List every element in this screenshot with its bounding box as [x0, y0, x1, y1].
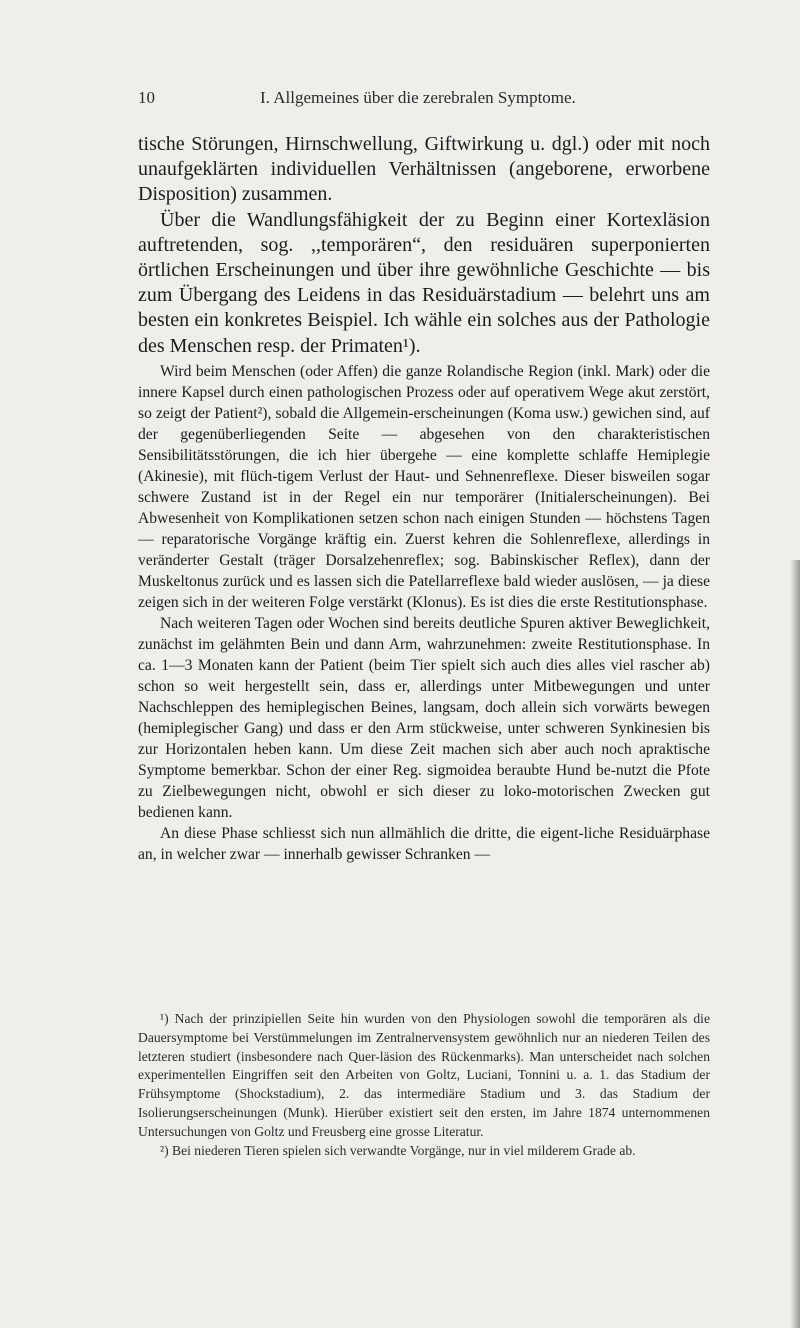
- page-edge-shadow: [790, 560, 800, 1328]
- main-text-large: [138, 132, 710, 359]
- running-title: I. Allgemeines über die zerebralen Symptome.: [260, 88, 576, 107]
- page-number: 10: [138, 88, 155, 107]
- paragraph: An diese Phase schliesst sich nun allmählich die dritte, die eigent-liche Residuärphase an, in welcher zwar — innerhalb gewisser Schranken —: [138, 825, 710, 863]
- footnotes: [138, 1010, 710, 1160]
- paragraph: Wird beim Menschen (oder Affen) die ganze Rolandische Region (inkl. Mark) oder die innere Kapsel durch einen pathologischen Prozess oder auf operativem Wege akut zerstört, so zeigt der Patient²), sobald die Allgemein-erscheinungen (Koma usw.) gewichen sind, auf der gegenüberliegenden Seite — abgesehen von den charakteristischen Sensibilitätsstörungen, die ich hier übergehe — eine komplette schlaffe Hemiplegie (Akinesie), mit flüch-tigem Verlust der Haut- und Sehnenreflexe. Dieser bisweilen sogar schwere Zustand ist in der Regel ein nur temporärer (Initialerscheinungen). Bei Abwesenheit von Komplikationen setzen schon nach einigen Stunden — höchstens Tagen — reparatorische Vorgänge kräftig ein. Zuerst kehren die Sohlenreflexe, allerdings in veränderter Gestalt (träger Dorsalzehenreflex; sog. Babinskischer Reflex), dann der Muskeltonus zurück und es lassen sich die Patellarreflexe bald wieder auslösen, — ja diese zeigen sich in der weiteren Folge verstärkt (Klonus). Es ist dies die erste Restitutionsphase.: [138, 363, 710, 611]
- footnote: ²) Bei niederen Tieren spielen sich verwandte Vorgänge, nur in viel milderem Grade ab.: [160, 1142, 636, 1158]
- paragraph: Nach weiteren Tagen oder Wochen sind bereits deutliche Spuren aktiver Beweglichkeit, zunächst im gelähmten Bein und dann Arm, wahrzunehmen: zweite Restitutionsphase. In ca. 1—3 Monaten kann der Patient (beim Tier spielt sich auch dies alles viel rascher ab) schon so weit hergestellt sein, dass er, allerdings unter Mitbewegungen und unter Nachschleppen des hemiplegischen Beines, langsam, doch allein sich vorwärts bewegen (hemiplegischer Gang) und dass er den Arm stückweise, unter schweren Synkinesien bis zur Horizontalen heben kann. Um diese Zeit machen sich aber auch noch apraktische Symptome bemerkbar. Schon der einer Reg. sigmoidea beraubte Hund be-nutzt die Pfote zu Zielbewegungen nicht, obwohl er sich dieser zu loko-motorischen Zwecken gut bedienen kann.: [138, 615, 710, 821]
- paragraph: tische Störungen, Hirnschwellung, Giftwirkung u. dgl.) oder mit noch unaufgeklärten individuellen Verhältnissen (angeborene, erworbene Disposition) zusammen.: [138, 133, 710, 206]
- main-text-small: [138, 361, 710, 865]
- footnote: ¹) Nach der prinzipiellen Seite hin wurden von den Physiologen sowohl die temporären als die Dauersymptome bei Verstümmelungen im Zentralnervensystem gewöhnlich nur an niederen Teilen des letzteren studiert (insbesondere nach Quer-läsion des Rückenmarks). Man unterscheidet nach solchen experimentellen Eingriffen seit den Arbeiten von Goltz, Luciani, Tonnini u. a. 1. das Stadium der Frühsymptome (Shockstadium), 2. das intermediäre Stadium und 3. das Stadium der Isolierungserscheinungen (Munk). Hierüber existiert seit den ersten, im Jahre 1874 unternommenen Untersuchungen von Goltz und Freusberg eine grosse Literatur.: [138, 1011, 710, 1139]
- paragraph: Über die Wandlungsfähigkeit der zu Beginn einer Kortexläsion auftretenden, sog. ,,temporären“, den residuären superponierten örtlichen Erscheinungen und über ihre gewöhnliche Geschichte — bis zum Übergang des Leidens in das Residuärstadium — belehrt uns am besten ein konkretes Beispiel. Ich wähle ein solches aus der Pathologie des Menschen resp. der Primaten¹).: [138, 208, 710, 357]
